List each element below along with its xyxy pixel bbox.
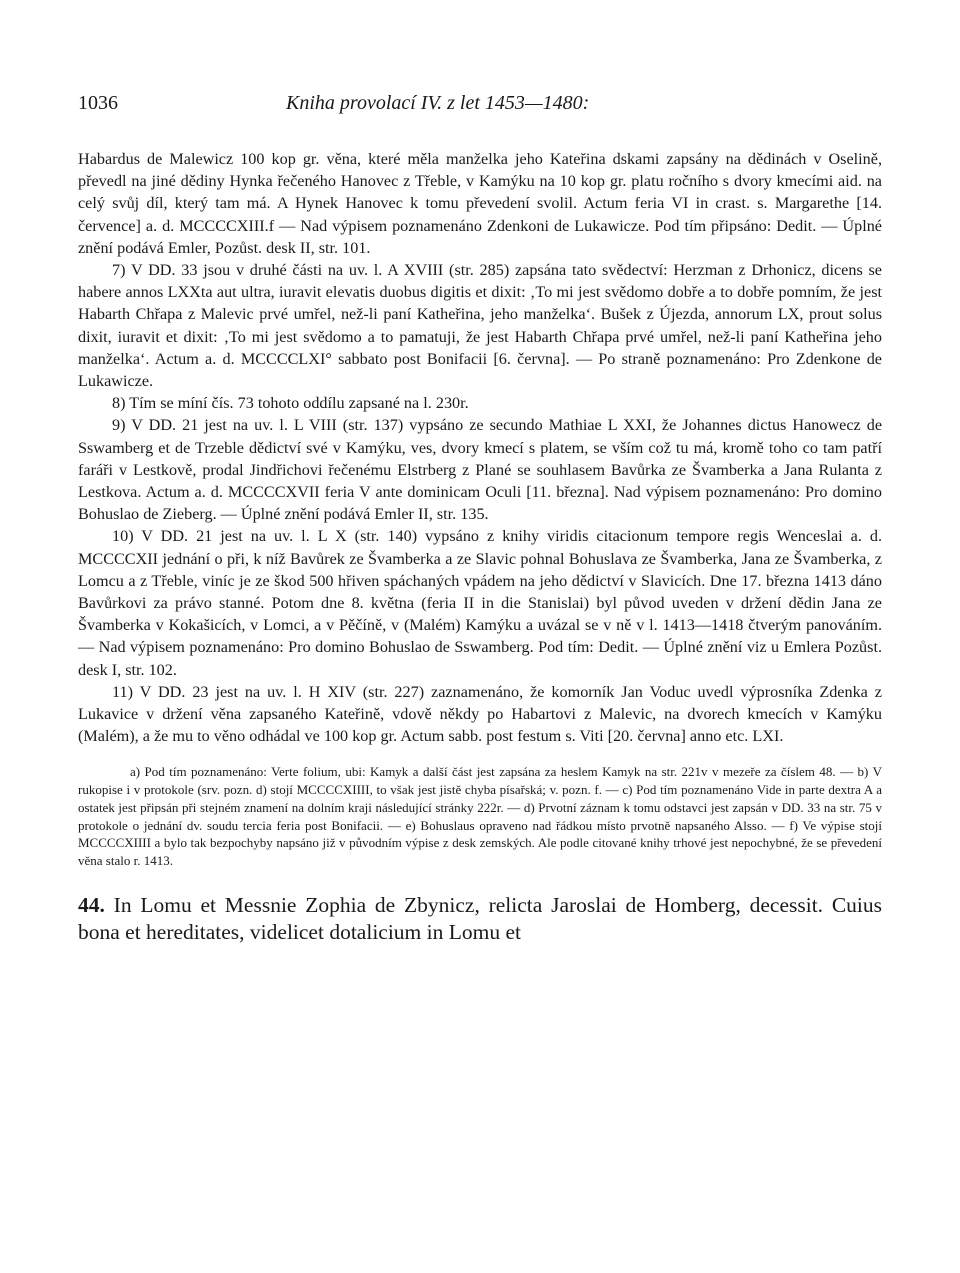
main-text — [78, 148, 882, 747]
note-11-paragraph: 11) V DD. 23 jest na uv. l. H XIV (str. 227) zaznamenáno, že komorník Jan Voduc uvedl výprosníka Zdenka z Lukavice v držení věna zapsaného Kateřině, vdově někdy po Habartovi z Malevic, na dvorech kmecích v Kamýku (Malém), a že mu to věno odhádal ve 100 kop gr. Actum sabb. post festum s. Viti [20. června] anno etc. LXI. — [78, 682, 882, 746]
running-title: Kniha provolací IV. z let 1453—1480: — [286, 92, 590, 114]
footnotes-text: a) Pod tím poznamenáno: Verte folium, ubi: Kamyk a další část jest zapsána za heslem Kamyk na str. 221v v mezeře za číslem 48. — b) V rukopise i v protokole (srv. pozn. d) stojí MCCCCXIIII, to však jest jistě chyba písařská; v. pozn. f. — c) Pod tím poznamenáno Vide in parte dextra A a ostatek jest připsán při stejném znamení na dolním kraji následující stránky 222r. — d) Prvotní záznam k tomu odstavci jest zapsán v DD. 33 na str. 75 v protokole o jednání dv. soudu tercia feria post Bonifacii. — e) Bohuslaus opraveno nad řádkou místo prvotně napsaného Alsso. — f) Ve výpise stojí MCCCCXIIII a bylo tak bezpochyby napsáno již v původním výpise z desk zemských. Ale podle citované knihy trhové jest nepochybné, že se převedení věna stalo r. 1413. — [78, 764, 882, 868]
continuation-paragraph: Habardus de Malewicz 100 kop gr. věna, které měla manželka jeho Kateřina dskami zapsány na dědinách v Oselině, převedl na jiné dědiny Hynka řečeného Hanovec z Třeble, v Kamýku na 10 kop gr. platu ročního s dvory kmecími aid. na celý svůj díl, který tam má. A Hynek Hanovec k tomu převedení svolil. Actum feria VI in crast. s. Margarethe [14. července] a. d. MCCCCXIII.f — Nad výpisem poznamenáno Zdenkoni de Lukawicze. Pod tím připsáno: Dedit. — Úplné znění podává Emler, Pozůst. desk II, str. 101. — [78, 150, 882, 257]
book-page — [78, 92, 882, 946]
footnotes-section — [78, 763, 882, 869]
note-7-paragraph: 7) V DD. 33 jsou v druhé části na uv. l. A XVIII (str. 285) zapsána tato svědectví: Herzman z Drhonicz, dicens se habere annos LXXta aut ultra, iuravit elevatis duobus digitis et dixit: ‚To mi jest svědomo dobře a to dobře pomním, že jest Habarth Chřapa z Malevic prvé umřel, než-li paní Katheřina, jeho manželka‘. Bušek z Újezda, annorum LX, prout solus dixit, iuravit et dixit: ‚To mi jest svědomo a to pamatuji, že jest Habarth Chřapa prvé umřel, než-li paní Katheřina jeho manželka‘. Actum a. d. MCCCCLXI° sabbato post Bonifacii [6. června]. — Po straně poznamenáno: Pro Zdenkone de Lukawicze. — [78, 261, 882, 391]
entry-44 — [78, 892, 882, 946]
entry-text: In Lomu et Messnie Zophia de Zbynicz, relicta Jaroslai de Homberg, decessit. Cuius bona et hereditates, videlicet dotalicium in Lomu et — [78, 892, 883, 944]
note-8-paragraph: 8) Tím se míní čís. 73 tohoto oddílu zapsané na l. 230r. — [112, 394, 469, 413]
page-number: 1036 — [78, 92, 118, 114]
page-header — [78, 92, 882, 122]
note-10-paragraph: 10) V DD. 21 jest na uv. l. L X (str. 140) vypsáno z knihy viridis citacionum tempore regis Wenceslai a. d. MCCCCXII jednání o při, k níž Bavůrek ze Švamberka a ze Slavic pohnal Bohuslava ze Švamberka, Jana ze Švamberka, z Lomcu a z Třeble, viníc je ze škod 500 hřiven spáchaných vpádem na jeho dědictví v Slavicích. Dne 17. března 1413 dáno Bavůrkovi za právo stanné. Potom dne 8. května (feria II in die Stanislai) byl původ uveden v držení dědin Jana ze Švamberka v Kokašicích, v Lomci, a v Pěčíně, v (Malém) Kamýku a uvázal se v ně v l. 1413—1418 čtverým panováním. — Nad výpisem poznamenáno: Pro domino Bohuslao de Sswamberg. Pod tím: Dedit. — Úplné znění viz u Emlera Pozůst. desk I, str. 102. — [78, 527, 882, 679]
note-9-paragraph: 9) V DD. 21 jest na uv. l. L VIII (str. 137) vypsáno ze secundo Mathiae L XXI, že Johannes dictus Hanowecz de Sswamberg et de Trzeble dědictví své v Kamýku, ves, dvory kmecí s platem, se vším což tu má, kromě toho co tam patří faráři v Lestkově, prodal Jindřichovi řečenému Elstrberg z Plané se souhlasem Bavůrka ze Švamberka a Jana Rulanta z Lestkova. Actum a. d. MCCCCXVII feria V ante dominicam Oculi [11. března]. Nad výpisem poznamenáno: Pro domino Bohuslao de Zieberg. — Úplné znění podává Emler II, str. 135. — [78, 416, 882, 524]
entry-paragraph — [78, 892, 882, 946]
entry-number: 44. — [78, 892, 105, 917]
